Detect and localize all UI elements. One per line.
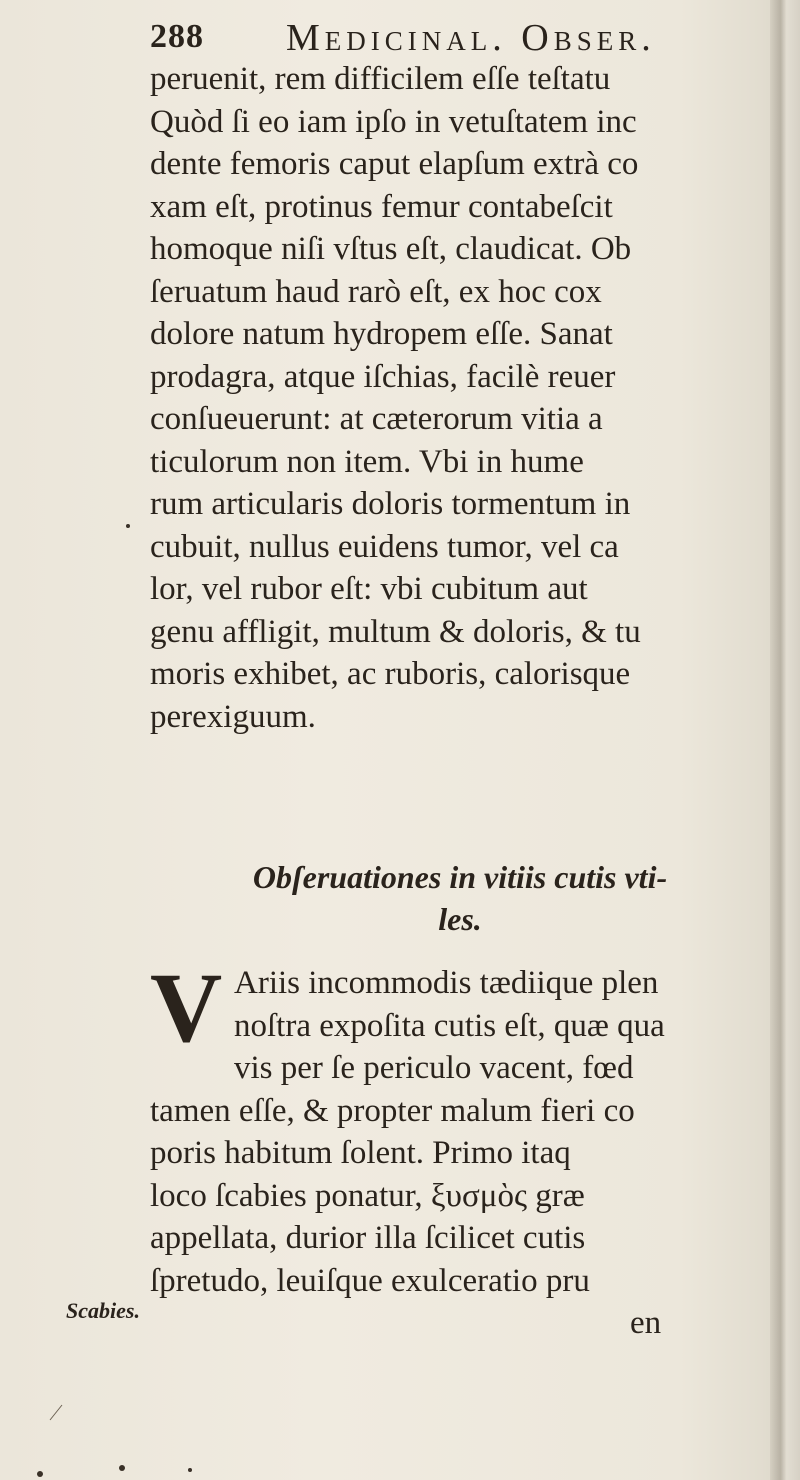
text-line: tamen eſſe, & propter malum fieri co xyxy=(150,1092,635,1129)
paper-speck xyxy=(37,1471,43,1477)
text-line: peruenit, rem difficilem eſſe teſtatu xyxy=(150,61,611,97)
text-line: moris exhibet, ac ruboris, calorisque xyxy=(150,656,631,692)
paper-speck xyxy=(119,1465,125,1471)
margin-note: Scabies. xyxy=(66,1298,140,1323)
text-line: ſpretudo, leuiſque exulceratio pru xyxy=(150,1262,590,1299)
text-line: homoque niſi vſtus eſt, claudicat. Ob xyxy=(150,231,632,267)
text-line: dente femoris caput elapſum extrà co xyxy=(150,146,639,182)
page-number: 288 xyxy=(150,18,204,55)
text-line: rum articularis doloris tormentum in xyxy=(150,486,631,522)
text-line: appellata, durior illa ſcilicet cutis xyxy=(150,1220,586,1256)
section-heading xyxy=(150,856,770,940)
text-line: Quòd ſi eo iam ipſo in vetuſtatem inc xyxy=(150,103,637,140)
text-line: en xyxy=(630,1305,662,1341)
paper-speck xyxy=(126,524,130,528)
text-line: xam eſt, protinus femur contabeſcit xyxy=(150,188,613,225)
text-line: lor, vel rubor eſt: vbi cubitum aut xyxy=(150,571,588,607)
text-line: conſueuerunt: at cæterorum vitia a xyxy=(150,401,603,437)
text-line: loco ſcabies ponatur, ξυσμὸς græ xyxy=(150,1177,585,1214)
text-line: prodagra, atque iſchias, facilè reuer xyxy=(150,358,616,395)
running-title: Medicinal. Obser. xyxy=(286,17,656,59)
text-line: vis per ſe periculo vacent, fœd xyxy=(234,1050,634,1086)
text-line: perexiguum. xyxy=(150,698,316,735)
heading-line: les. xyxy=(438,901,482,937)
text-line: poris habitum ſolent. Primo itaq xyxy=(150,1135,571,1171)
paper-speck xyxy=(188,1468,192,1472)
text-line: ſeruatum haud rarò eſt, ex hoc cox xyxy=(150,273,602,310)
paper-scratch xyxy=(50,1405,62,1420)
heading-line: Obſeruationes in vitiis cutis vti- xyxy=(252,859,668,895)
text-line: genu affligit, multum & doloris, & tu xyxy=(150,613,641,650)
body-text xyxy=(150,58,775,828)
drop-cap: V xyxy=(150,962,223,1063)
text-line: noſtra expoſita cutis eſt, quæ qua xyxy=(234,1007,665,1044)
text-line: Ariis incommodis tædiique plen xyxy=(234,965,659,1001)
text-line: dolore natum hydropem eſſe. Sanat xyxy=(150,316,613,352)
text-line: ticulorum non item. Vbi in hume xyxy=(150,443,584,480)
text-line: cubuit, nullus euidens tumor, vel ca xyxy=(150,528,619,565)
section-text xyxy=(150,962,775,1442)
